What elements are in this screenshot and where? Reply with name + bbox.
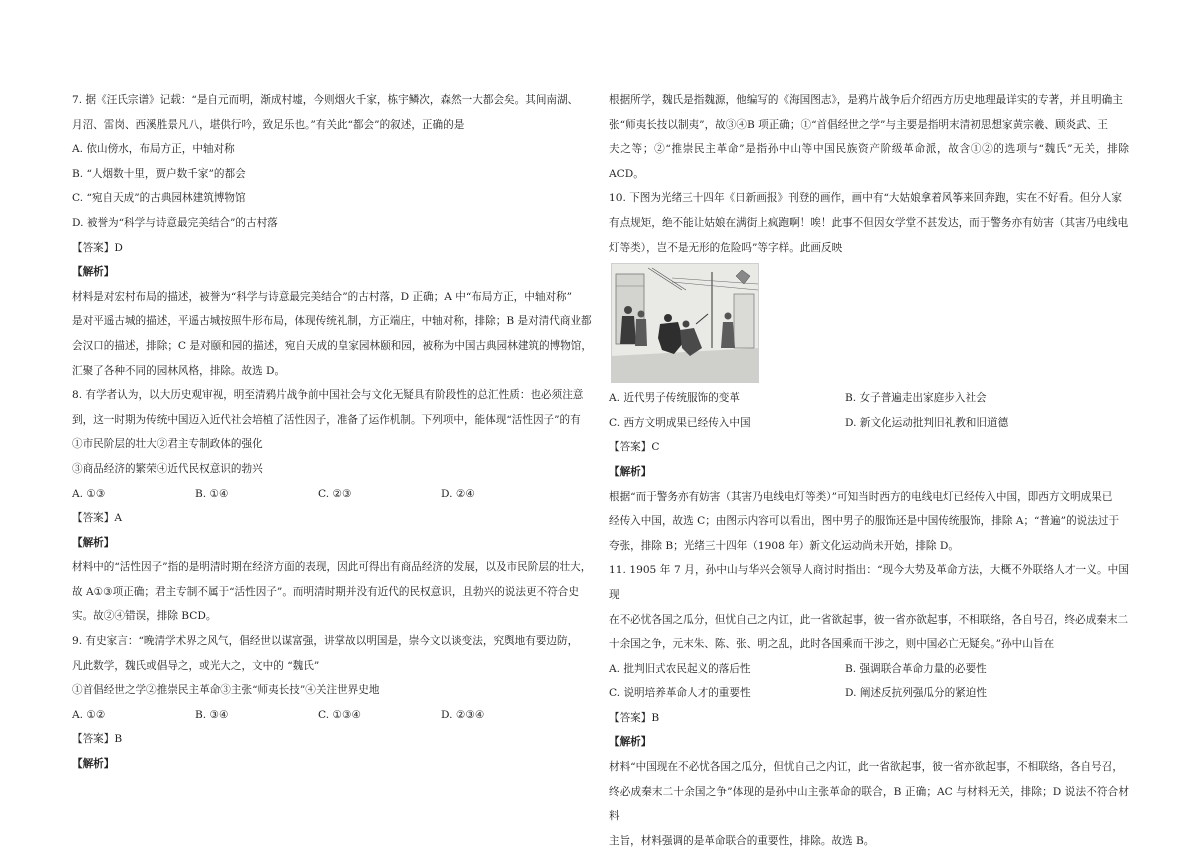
right-column bbox=[609, 88, 1129, 853]
q11-answer: 【答案】B bbox=[609, 711, 660, 724]
q7-option-b: B. “人烟数十里，贾户数千家”的都会 bbox=[72, 167, 246, 180]
q11-analysis-line: 主旨，材料强调的是革命联合的重要性，排除。故选 B。 bbox=[609, 834, 875, 847]
q8-analysis-line: 故 A①③项正确；君主专制不属于“活性因子”。而明清时期并没有近代的民权意识，且勃兴的说法更不符合史 bbox=[72, 585, 579, 598]
q9-option-d: D. ②③④ bbox=[441, 708, 485, 721]
q9-options bbox=[72, 703, 592, 728]
q10-option-a: A. 近代男子传统服饰的变革 bbox=[609, 392, 740, 405]
q10-analysis-line: 夸张，排除 B；光绪三十四年（1908 年）新文化运动尚未开始，排除 D。 bbox=[609, 539, 959, 552]
q7-stem-line2: 月沼、雷岗、西溪胜景凡八，堪供行吟，致足乐也。”有关此“都会”的叙述，正确的是 bbox=[72, 118, 465, 131]
q10-analysis-label: 【解析】 bbox=[609, 465, 652, 478]
q9-option-b: B. ③④ bbox=[195, 708, 229, 721]
q9-analysis-line: 根据所学，魏氏是指魏源，他编写的《海国图志》，是鸦片战争后介绍西方历史地理最详实的专著，并且明确主 bbox=[609, 94, 1123, 106]
q10-option-b: B. 女子普遍走出家庭步入社会 bbox=[845, 392, 987, 405]
q9-stem-line: 凡此数学，魏氏或倡导之，或光大之，文中的 “魏氏” bbox=[72, 659, 320, 672]
q7-analysis-line: 会汉口的描述，排除；C 是对颐和园的描述，宛自天成的皇家园林颐和园，被称为中国古典园林建筑的博物馆， bbox=[72, 339, 592, 352]
q11-option-b: B. 强调联合革命力量的必要性 bbox=[845, 662, 987, 675]
left-column bbox=[72, 88, 592, 777]
q7-analysis-line: 是对平遥古城的描述，平遥古城按照牛形布局，体现传统礼制，方正端庄，中轴对称，排除；B 是对清代商业都 bbox=[72, 315, 592, 328]
q8-option-a: A. ①③ bbox=[72, 487, 106, 500]
q8-option-c: C. ②③ bbox=[318, 487, 352, 500]
q8-stem-line: ③商品经济的繁荣④近代民权意识的勃兴 bbox=[72, 462, 263, 475]
q7-analysis-line: 汇聚了各种不同的园林风格，排除。故选 D。 bbox=[72, 364, 286, 377]
q9-stem-line: 9. 有史家言：“晚清学术界之风气，倡经世以谋富强，讲掌故以明国是，崇今文以谈变法，究舆地有要边防， bbox=[72, 635, 579, 648]
q11-analysis-label: 【解析】 bbox=[609, 736, 652, 749]
q11-stem-line: 11. 1905 年 7 月，孙中山与华兴会领导人商讨时指出：“现今大势及革命方法，大概不外联络人才一义。中国现 bbox=[609, 564, 1129, 601]
q11-option-c: C. 说明培养革命人才的重要性 bbox=[609, 687, 751, 700]
q10-options-row2 bbox=[609, 411, 1129, 436]
q9-stem-line: ①首倡经世之学②推崇民主革命③主张“师夷长技”④关注世界史地 bbox=[72, 684, 380, 697]
q11-options-row1 bbox=[609, 657, 1129, 682]
q10-option-c: C. 西方文明成果已经传入中国 bbox=[609, 416, 751, 429]
q7-option-a: A. 依山傍水，布局方正，中轴对称 bbox=[72, 143, 235, 156]
q8-options bbox=[72, 482, 592, 507]
q9-option-a: A. ①② bbox=[72, 708, 106, 721]
q11-stem-line: 十余国之争，元末朱、陈、张、明之乱，此时各国乘而干涉之，则中国必亡无疑矣。”孙中山旨在 bbox=[609, 638, 1055, 651]
q7-option-d: D. 被誉为“科学与诗意最完美结合”的古村落 bbox=[72, 216, 278, 229]
q8-answer: 【答案】A bbox=[72, 512, 123, 525]
newspaper-illustration bbox=[611, 263, 759, 383]
q11-analysis-line: 终必成秦末二十余国之争”体现的是孙中山主张革命的联合，B 正确；AC 与材料无关，排除；D 说法不符合材料 bbox=[609, 785, 1129, 823]
q9-analysis-line: 夫之等；②“推崇民主革命”是指孙中山等中国民族资产阶级革命派，故含①②的选项与“魏氏”无关，排除 ACD。 bbox=[609, 143, 1129, 180]
illustration-drawing bbox=[612, 264, 758, 382]
q8-option-d: D. ②④ bbox=[441, 487, 475, 500]
q10-option-d: D. 新文化运动批判旧礼教和旧道德 bbox=[845, 416, 1009, 429]
q9-analysis-label: 【解析】 bbox=[72, 758, 115, 771]
q11-option-d: D. 阐述反抗列强瓜分的紧迫性 bbox=[845, 687, 987, 700]
q10-analysis-line: 经传入中国，故选 C；由图示内容可以看出，图中男子的服饰还是中国传统服饰，排除 A；“普遍”的说法过于 bbox=[609, 515, 1120, 528]
q8-option-b: B. ①④ bbox=[195, 487, 229, 500]
q8-stem-line: 8. 有学者认为，以大历史观审视，明至清鸦片战争前中国社会与文化无疑具有阶段性的总汇性质：也必须注意 bbox=[72, 389, 584, 402]
q10-options-row1 bbox=[609, 386, 1129, 411]
q11-stem-line: 在不必忧各国之瓜分，但忧自己之内讧，此一省欲起事，彼一省亦欲起事，不相联络，各自号召，终必成秦末二 bbox=[609, 613, 1129, 626]
q7-analysis-label: 【解析】 bbox=[72, 266, 115, 279]
q9-answer: 【答案】B bbox=[72, 733, 123, 746]
q10-stem-line: 灯等类），岂不是无形的危险吗”等字样。此画反映 bbox=[609, 241, 843, 254]
q10-answer: 【答案】C bbox=[609, 441, 660, 454]
q10-stem-line: 有点规矩，绝不能让姑娘在满街上疯跑啊！唉！此事不但因女学堂不甚发达，而于警务亦有妨害（其害乃电线电 bbox=[609, 216, 1129, 229]
q11-analysis-line: 材料“中国现在不必忧各国之瓜分，但忧自己之内讧，此一省欲起事，彼一省亦欲起事，不相联络，各自号召， bbox=[609, 761, 1123, 774]
q7-option-c: C. “宛自天成”的古典园林建筑博物馆 bbox=[72, 192, 246, 205]
q11-option-a: A. 批判旧式农民起义的落后性 bbox=[609, 662, 751, 675]
q10-analysis-line: 根据“而于警务亦有妨害（其害乃电线电灯等类）”可知当时西方的电线电灯已经传入中国，即西方文明成果已 bbox=[609, 490, 1113, 503]
q7-stem-line1: 7. 据《汪氏宗谱》记载：“是自元而明，渐成村墟，今则烟火千家，栋宇鳞次，森然一大都会矣。其间南湖、 bbox=[72, 94, 579, 106]
q11-options-row2 bbox=[609, 681, 1129, 706]
q9-analysis-line: 张“师夷长技以制夷”，故③④B 项正确；①“首倡经世之学”与主要是指明末清初思想家黄宗羲、顾炎武、王 bbox=[609, 118, 1108, 131]
q7-analysis-line: 材料是对宏村布局的描述，被誉为“科学与诗意最完美结合”的古村落，D 正确；A 中“布局方正，中轴对称” bbox=[72, 290, 573, 303]
q8-analysis-label: 【解析】 bbox=[72, 536, 115, 549]
q9-option-c: C. ①③④ bbox=[318, 708, 361, 721]
q8-analysis-line: 材料中的“活性因子”指的是明清时期在经济方面的表现，因此可得出有商品经济的发展，以及市民阶层的壮大， bbox=[72, 561, 592, 574]
q8-analysis-line: 实。故②④错误，排除 BCD。 bbox=[72, 610, 217, 623]
q10-stem-line: 10. 下图为光绪三十四年《日新画报》刊登的画作，画中有“大姑娘拿着风筝来回奔跑，实在不好看。但分人家 bbox=[609, 192, 1122, 205]
q8-stem-line: ①市民阶层的壮大②君主专制政体的强化 bbox=[72, 438, 263, 451]
q7-answer: 【答案】D bbox=[72, 241, 123, 254]
q8-stem-line: 到，这一时期为传统中国迈入近代社会培植了活性因子，准备了运作机制。下列项中，能体现“活性因子”的有 bbox=[72, 413, 581, 426]
